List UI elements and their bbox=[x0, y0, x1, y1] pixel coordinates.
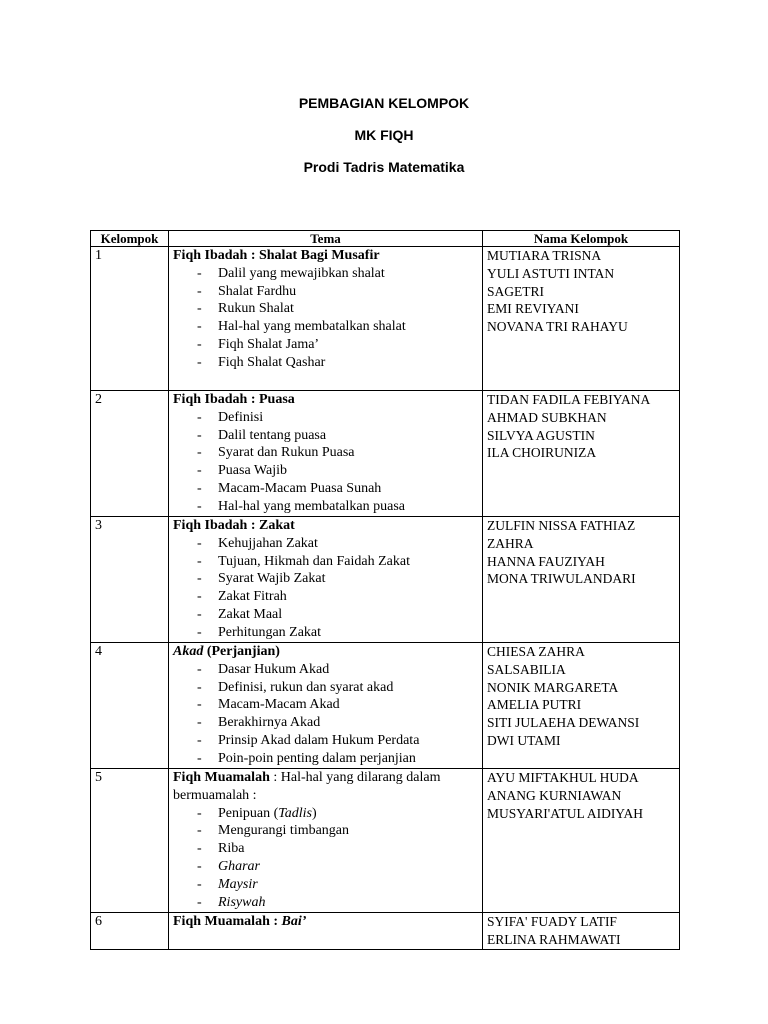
topic-cell bbox=[169, 517, 483, 643]
list-item: - Fiqh Shalat Jama’ bbox=[194, 336, 478, 354]
item-italic: Risywah bbox=[218, 894, 266, 910]
group-number: 5 bbox=[91, 769, 169, 913]
list-item: - Berakhirnya Akad bbox=[194, 714, 478, 732]
topic-cell bbox=[169, 913, 483, 950]
table-header-row bbox=[91, 231, 680, 247]
member-name: SYIFA' FUADY LATIF bbox=[487, 914, 617, 929]
member-name: MUTIARA TRISNA bbox=[487, 248, 602, 263]
table-row bbox=[91, 391, 680, 517]
column-header-topic: Tema bbox=[169, 231, 483, 247]
members-cell bbox=[483, 391, 680, 517]
subtopic-list bbox=[173, 805, 478, 912]
member-name: SITI JULAEHA DEWANSI bbox=[487, 715, 640, 731]
table-row bbox=[91, 517, 680, 643]
list-item: - Perhitungan Zakat bbox=[194, 624, 478, 642]
item-italic: Tadlis bbox=[278, 805, 312, 821]
list-item: - Rukun Shalat bbox=[194, 300, 478, 318]
program-name: Prodi Tadris Matematika bbox=[303, 159, 465, 175]
member-name: ANANG KURNIAWAN bbox=[487, 787, 622, 803]
subtopic-list bbox=[173, 409, 478, 516]
member-name: AYU MIFTAKHUL HUDA bbox=[487, 770, 639, 785]
member-name: YULI ASTUTI INTAN bbox=[487, 265, 615, 281]
group-number: 3 bbox=[91, 517, 169, 643]
list-item: - Mengurangi timbangan bbox=[194, 822, 478, 840]
list-item: - Poin-poin penting dalam perjanjian bbox=[194, 750, 478, 768]
topic-cell bbox=[169, 769, 483, 913]
list-item: - Shalat Fardhu bbox=[194, 283, 478, 301]
group-number: 6 bbox=[91, 913, 169, 950]
subtopic-list bbox=[173, 265, 478, 372]
member-name: NOVANA TRI RAHAYU bbox=[487, 319, 628, 335]
members-cell bbox=[483, 247, 680, 391]
topic-title: Fiqh Ibadah : Puasa bbox=[173, 392, 295, 407]
member-name: ERLINA RAHMAWATI bbox=[487, 931, 621, 947]
topic-cell bbox=[169, 391, 483, 517]
topic-title-rest: : Hal-hal yang dilarang dalam bermuamalah : bbox=[173, 770, 441, 803]
group-number: 4 bbox=[91, 643, 169, 769]
list-item: - Riba bbox=[194, 840, 478, 858]
list-item: - Hal-hal yang membatalkan shalat bbox=[194, 318, 478, 336]
member-name: MONA TRIWULANDARI bbox=[487, 571, 636, 587]
group-number: 1 bbox=[91, 247, 169, 391]
members-cell bbox=[483, 517, 680, 643]
table-row bbox=[91, 643, 680, 769]
item-italic: Gharar bbox=[218, 858, 261, 874]
member-name: AHMAD SUBKHAN bbox=[487, 409, 607, 425]
list-item: - Zakat Maal bbox=[194, 606, 478, 624]
member-name: SILVYA AGUSTIN bbox=[487, 427, 595, 443]
list-item: - Tujuan, Hikmah dan Faidah Zakat bbox=[194, 553, 478, 571]
list-item: - Macam-Macam Puasa Sunah bbox=[194, 480, 478, 498]
list-item: - Fiqh Shalat Qashar bbox=[194, 354, 478, 372]
topic-title-italic: Bai’ bbox=[281, 914, 307, 929]
topic-title-italic: Akad bbox=[173, 644, 204, 659]
member-name: TIDAN FADILA FEBIYANA bbox=[487, 392, 651, 407]
column-header-group: Kelompok bbox=[91, 231, 169, 247]
doc-title: PEMBAGIAN KELOMPOK bbox=[298, 95, 470, 111]
list-item: - Zakat Fitrah bbox=[194, 588, 478, 606]
document-header bbox=[0, 92, 768, 188]
list-item bbox=[194, 805, 478, 823]
topic-title-bold: Fiqh Muamalah : bbox=[173, 914, 282, 929]
list-item: - Dalil yang mewajibkan shalat bbox=[194, 265, 478, 283]
list-item: - Kehujjahan Zakat bbox=[194, 535, 478, 553]
members-cell bbox=[483, 643, 680, 769]
member-name: CHIESA ZAHRA bbox=[487, 644, 585, 659]
topic-cell bbox=[169, 247, 483, 391]
list-item: - Definisi, rukun dan syarat akad bbox=[194, 679, 478, 697]
item-italic: Maysir bbox=[218, 876, 258, 892]
member-name: MUSYARI'ATUL AIDIYAH bbox=[487, 805, 644, 821]
list-item: - Syarat Wajib Zakat bbox=[194, 570, 478, 588]
members-cell bbox=[483, 913, 680, 950]
topic-title-bold: Fiqh Muamalah bbox=[173, 770, 270, 785]
topic-title bbox=[173, 913, 478, 931]
list-item: - Dasar Hukum Akad bbox=[194, 661, 478, 679]
course-name: MK FIQH bbox=[354, 127, 414, 143]
subtopic-list bbox=[173, 535, 478, 642]
list-item: - Puasa Wajib bbox=[194, 462, 478, 480]
members-cell bbox=[483, 769, 680, 913]
member-name: HANNA FAUZIYAH bbox=[487, 553, 605, 569]
topic-title bbox=[173, 643, 478, 661]
list-item: - Prinsip Akad dalam Hukum Perdata bbox=[194, 732, 478, 750]
table-row bbox=[91, 769, 680, 913]
group-table bbox=[90, 230, 680, 950]
list-item: - Macam-Macam Akad bbox=[194, 696, 478, 714]
topic-title: Fiqh Ibadah : Zakat bbox=[173, 518, 295, 533]
item-suffix: ) bbox=[312, 805, 317, 821]
member-name: NONIK MARGARETA bbox=[487, 679, 619, 695]
list-item: - Dalil tentang puasa bbox=[194, 427, 478, 445]
list-item: - Definisi bbox=[194, 409, 478, 427]
member-name: SAGETRI bbox=[487, 283, 544, 299]
item-prefix: Penipuan ( bbox=[218, 805, 279, 821]
member-name: DWI UTAMI bbox=[487, 732, 561, 748]
member-name: ZAHRA bbox=[487, 535, 534, 551]
list-item: - Syarat dan Rukun Puasa bbox=[194, 444, 478, 462]
list-item bbox=[194, 894, 478, 912]
topic-cell bbox=[169, 643, 483, 769]
topic-title bbox=[173, 769, 478, 805]
member-name: AMELIA PUTRI bbox=[487, 697, 582, 713]
table-row bbox=[91, 913, 680, 950]
topic-title: Fiqh Ibadah : Shalat Bagi Musafir bbox=[173, 248, 380, 263]
column-header-members: Nama Kelompok bbox=[483, 231, 680, 247]
group-number: 2 bbox=[91, 391, 169, 517]
table-row bbox=[91, 247, 680, 391]
list-item bbox=[194, 858, 478, 876]
topic-title-rest: (Perjanjian) bbox=[203, 644, 280, 659]
member-name: ZULFIN NISSA FATHIAZ bbox=[487, 518, 636, 533]
member-name: EMI REVIYANI bbox=[487, 301, 579, 317]
member-name: ILA CHOIRUNIZA bbox=[487, 445, 597, 461]
subtopic-list bbox=[173, 661, 478, 768]
list-item: - Hal-hal yang membatalkan puasa bbox=[194, 498, 478, 516]
list-item bbox=[194, 876, 478, 894]
member-name: SALSABILIA bbox=[487, 661, 566, 677]
